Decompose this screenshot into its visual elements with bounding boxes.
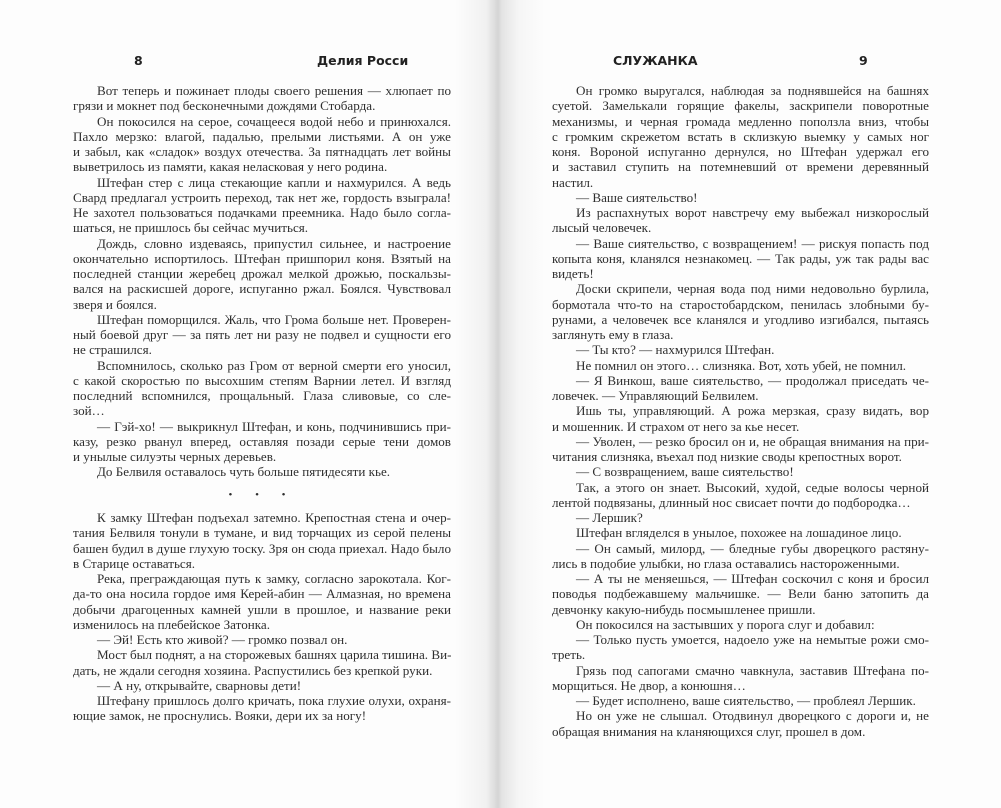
text-line: морщиться. Не двор, а конюшня… <box>552 677 746 693</box>
text-line: тания Белвиля тонули в тумане, и вид торчащих из серой пелены <box>73 525 451 541</box>
text-line: лись в подобие улыбки, но глаза оставались настороженными. <box>552 555 900 571</box>
paragraph <box>73 312 451 358</box>
text-line: башен будил в душе глухую тоску. Зря он сюда приехал. Надо было <box>73 540 451 556</box>
page-body <box>73 83 451 724</box>
text-line: Из распахнутых ворот навстречу ему выбежал низкорослый <box>576 205 929 220</box>
text-line: с громким скрежетом встать в склизкую выемку у самых ног <box>552 128 929 144</box>
paragraph <box>552 632 929 663</box>
paragraph <box>73 510 451 571</box>
text-line: Он покосился на застывших у порога слуг и добавил: <box>576 616 875 632</box>
text-line: да-то она носила гордое имя Керей-абин — Алмазная, но времена <box>73 586 451 602</box>
paragraph <box>73 693 451 724</box>
paragraph <box>552 693 929 708</box>
text-line: окончательно испортилось. Штефан пришпорил коня. Взятый на <box>73 250 451 266</box>
text-line: Не захотел пользоваться подачками преемника. Надо было согла- <box>73 205 451 220</box>
text-line: — Лершик? <box>576 510 643 525</box>
text-line: и мошенник. И страхом от него за кье несет. <box>552 418 800 434</box>
text-line: поводья подбежавшему мальчишке. — Вели баню затопить да <box>552 586 929 602</box>
text-line: — Ваше сиятельство! <box>576 189 698 205</box>
text-line: суетой. Замелькали горящие факелы, заскрипели поворотные <box>552 98 929 114</box>
text-line: До Белвиля оставалось чуть больше пятидесяти кье. <box>97 464 391 480</box>
paragraph <box>73 114 451 175</box>
paragraph <box>73 464 451 479</box>
paragraph <box>552 480 929 511</box>
text-line: — С возвращением, ваше сиятельство! <box>576 464 794 480</box>
paragraph <box>552 541 929 572</box>
text-line: — Он самый, милорд, — бледные губы дворецкого растяну- <box>576 540 929 556</box>
text-line: шаться, не пришлось бы сейчас мучиться. <box>73 220 309 236</box>
text-line: ловечек. — Управляющий Белвилем. <box>552 388 759 403</box>
text-line: дать, не ждали сегодня хозяина. Распустились без крепкой руки. <box>73 662 433 678</box>
text-line: Штефану пришлось долго кричать, пока глухие олухи, охраня- <box>97 693 451 708</box>
text-line: Ишь ты, управляющий. А рожа мерзкая, сразу видать, вор <box>576 403 929 419</box>
text-line: Мост был поднят, а на сторожевых башнях царила тишина. Ви- <box>97 647 452 663</box>
paragraph <box>552 281 929 342</box>
text-line: Штефан вгляделся в унылое, похожее на лошадиное лицо. <box>576 525 902 541</box>
text-line: — Эй! Есть кто живой? — громко позвал он. <box>97 632 348 647</box>
paragraph <box>552 342 929 357</box>
text-line: лысый человечек. <box>552 220 652 236</box>
paragraph <box>73 83 451 114</box>
text-line: К замку Штефан подъехал затемно. Крепостная стена и очер- <box>97 510 451 525</box>
paragraph <box>552 403 929 434</box>
text-line: Так, а этого он знает. Высокий, худой, седые волосы черной <box>576 479 929 495</box>
paragraph <box>552 464 929 479</box>
text-line: Он покосился на серое, сочащееся водой небо и принюхался. <box>97 113 451 129</box>
text-line: и унылые силуэты черных деревьев. <box>73 449 277 464</box>
text-line: лентой подвязаны, длинный нос свисает почти до подбородка… <box>552 494 911 510</box>
text-line: Он громко выругался, наблюдая за поднявшейся на башнях <box>576 83 929 98</box>
text-line: девчонку какую-нибудь посмышленее пришли. <box>552 601 816 617</box>
text-line: ющие замок, не проснулись. Вояки, дери их за ногу! <box>73 708 367 724</box>
text-line: Доски скрипели, черная вода под ними недовольно бурлила, <box>576 281 929 297</box>
paragraph <box>73 678 451 693</box>
paragraph <box>73 236 451 312</box>
text-line: выветрилось из памяти, какая неласковая у него родина. <box>73 159 388 175</box>
paragraph <box>73 632 451 647</box>
text-line: — Ваше сиятельство, с возвращением! — рискуя попасть под <box>576 235 929 251</box>
paragraph <box>73 647 451 678</box>
text-line: Вспомнилось, сколько раз Гром от верной смерти его уносил, <box>97 357 451 373</box>
text-line: Свард предлагал устроить переход, так нет же, гордость взыграла! <box>73 189 451 205</box>
paragraph <box>552 510 929 525</box>
paragraph <box>552 617 929 632</box>
text-line: зверя и боялся. <box>73 296 157 312</box>
text-line: зой… <box>73 403 105 419</box>
right-page <box>552 0 929 808</box>
text-line: Пахло мерзко: влагой, падалью, прелыми листьями. А он уже <box>73 128 451 144</box>
text-line: — Уволен, — резко бросил он и, не обращая внимания на при- <box>576 433 929 449</box>
paragraph <box>552 358 929 373</box>
paragraph <box>552 83 929 190</box>
paragraph <box>552 434 929 465</box>
text-line: вался на раскисшей дороге, испуганно ржал. Боялся. Чувствовал <box>73 281 451 297</box>
text-line: грязи и мокнет под бесконечными дождями Стобарда. <box>73 98 376 114</box>
text-line: последний вспомнился, прощальный. Глаза сливовые, со сле- <box>73 388 451 403</box>
text-line: настил. <box>552 174 594 190</box>
text-line: добычи драгоценных камней ушли в прошлое, и название реки <box>73 601 451 617</box>
text-line: Река, преграждающая путь к замку, согласно зарокотала. Ког- <box>97 571 451 586</box>
text-line: Грязь под сапогами смачно чавкнула, заставив Штефана по- <box>576 662 929 678</box>
text-line: в Старице оставаться. <box>73 555 196 571</box>
book-spine-shadow <box>455 0 545 808</box>
running-head-title: СЛУЖАНКА <box>613 53 698 68</box>
left-page <box>73 0 451 808</box>
text-line: ный боевой друг — за пять лет ни разу не подвел и сущности его <box>73 327 451 342</box>
text-line: и забыл, как «сладок» воздух отечества. За пятнадцать лет войны <box>73 144 451 159</box>
text-line: Вот теперь и пожинает плоды своего решения — хлюпает по <box>97 83 451 98</box>
section-separator: • • • <box>228 488 296 501</box>
paragraph <box>73 419 451 465</box>
text-line: последней станции жеребец дрожал мелкой дрожью, поскальзы- <box>73 266 451 281</box>
paragraph <box>73 358 451 419</box>
text-line: треть. <box>552 647 586 663</box>
text-line: Не помнил он этого… слизняка. Вот, хоть убей, не помнил. <box>576 357 907 373</box>
paragraph <box>552 525 929 540</box>
text-line: казу, резко рванул вперед, оставляя позади серые тени домов <box>73 433 451 449</box>
page-body <box>552 83 929 739</box>
paragraph <box>552 205 929 236</box>
text-line: видеть! <box>552 266 594 281</box>
paragraph <box>552 708 929 739</box>
text-line: — Только пусть умоется, надоело уже на немытые рожи смо- <box>576 632 929 647</box>
paragraph <box>552 571 929 617</box>
text-line: Дождь, словно издеваясь, припустил сильнее, и настроение <box>97 235 451 251</box>
paragraph <box>552 190 929 205</box>
text-line: — А ты не меняешься, — Штефан соскочил с коня и бросил <box>576 571 929 586</box>
paragraph <box>552 663 929 694</box>
text-line: Штефан стер с лица стекающие капли и нахмурился. А ведь <box>97 174 451 190</box>
paragraph <box>73 571 451 632</box>
text-line: — А ну, открывайте, сварновы дети! <box>97 677 302 693</box>
text-line: рунами, а человечек все кланялся и угодливо изгибался, пытаясь <box>552 311 929 327</box>
paragraph <box>552 373 929 404</box>
text-line: коня. Вороной испуганно дернулся, но Штефан удержал его <box>552 144 929 159</box>
text-line: читания слизняка, въехал под низкие своды крепостных ворот. <box>552 449 902 464</box>
text-line: Штефан поморщился. Жаль, что Грома больше нет. Проверен- <box>97 311 451 327</box>
page-number: 9 <box>859 53 868 68</box>
text-line: и заставил ступить на потемневший от времени деревянный <box>552 159 929 175</box>
text-line: с какой скоростью по высохшим степям Варнии летел. И взгляд <box>73 372 451 388</box>
text-line: бормотала что-то на старостобардском, пенилась злобными бу- <box>552 296 929 312</box>
text-line: заглянуть ему в глаза. <box>552 327 674 342</box>
text-line: — Будет исполнено, ваше сиятельство, — проблеял Лершик. <box>576 693 916 708</box>
text-line: не страшился. <box>73 342 152 358</box>
text-line: Но он уже не слышал. Отодвинул дворецкого с дороги и, не <box>576 708 929 724</box>
text-line: — Гэй-хо! — выкрикнул Штефан, и конь, подчинившись при- <box>97 418 451 434</box>
paragraph <box>73 175 451 236</box>
text-line: изменилось на плебейское Затонка. <box>73 616 271 632</box>
text-line: механизмы, и черная громада медленно поползла вниз, чтобы <box>552 113 929 129</box>
text-line: — Я Винкош, ваше сиятельство, — продолжал приседать че- <box>576 372 929 388</box>
page-number: 8 <box>134 53 143 68</box>
paragraph <box>552 236 929 282</box>
text-line: обращая внимания на кланяющихся слуг, прошел в дом. <box>552 723 866 739</box>
text-line: копыта коня, кланялся незнакомец. — Так рады, уж так рады вас <box>552 250 929 266</box>
text-line: — Ты кто? — нахмурился Штефан. <box>576 342 775 358</box>
running-head-author: Делия Росси <box>317 53 409 68</box>
